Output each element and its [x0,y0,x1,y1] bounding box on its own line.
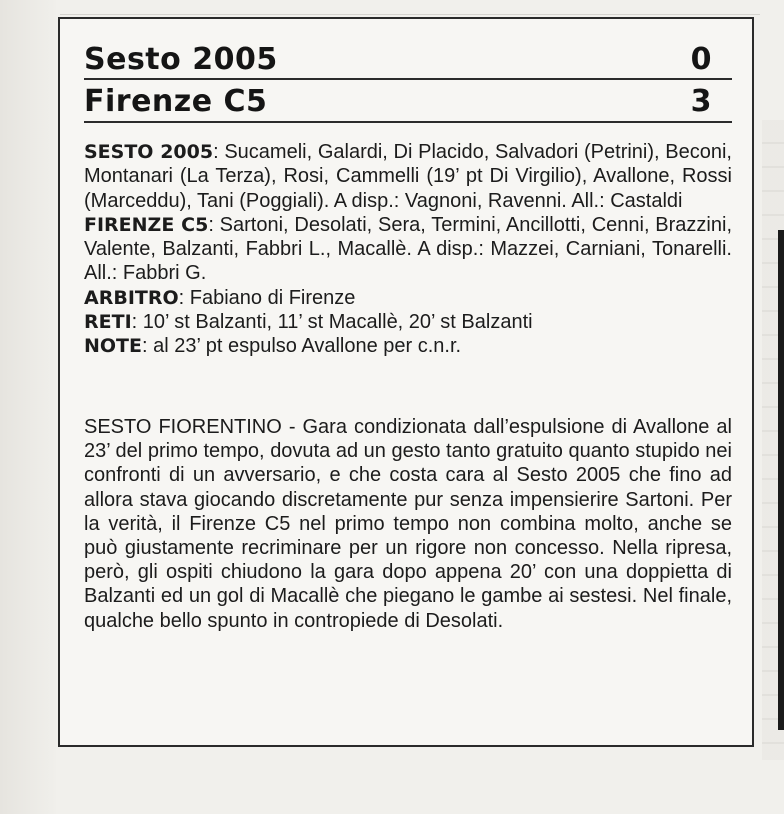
referee-line [84,286,732,310]
goals-text: : 10’ st Balzanti, 11’ st Macallè, 20’ st Balzanti [131,311,533,334]
match-report-box [58,17,754,747]
away-team-name: Firenze C5 [84,83,268,119]
away-score-row [84,81,712,121]
goals-label: RETI [84,311,132,334]
article-body: SESTO FIORENTINO - Gara condizionata dall’espulsione di Avallone al 23’ del primo tempo, dovuta ad un gesto tanto gratuito quanto stupido nei confronti di un avversario, e che costa cara al Sesto 2005 che fino ad allora stava giocando discretamente pur senza impensierire Sartoni. Per la verità, il Firenze C5 nel primo tempo non combina molto, anche se può giustamente recriminare per un rigore non concesso. Nella ripresa, però, gli ospiti chiudono la gara dopo appena 20’ con una doppietta di Balzanti ed un gol di Macallè che piegano le gambe ai sestesi. Nel finale, qualche bello spunto in contropiede di Desolati. [84,416,732,632]
header-divider [84,121,732,123]
referee-label: ARBITRO [84,286,179,309]
notes-label: NOTE [84,335,142,358]
goals-line [84,310,732,334]
away-team-score: 3 [690,83,712,119]
home-lineup-label: SESTO 2005 [84,141,214,163]
home-team-score: 0 [690,41,712,77]
home-score-row [84,39,712,79]
match-details [84,140,732,359]
home-lineup-text: : Sucameli, Galardi, Di Placido, Salvadori (Petrini), Beconi, Montanari (La Terza), Rosi, Cammelli (19’ pt Di Virgilio), Avallone, Rossi (Marceddu), Tani (Poggiali). A disp.: Vagnoni, Ravenni. All.: Castaldi [84,141,732,212]
away-lineup-text: : Sartoni, Desolati, Sera, Termini, Ancillotti, Cenni, Brazzini, Valente, Balzanti, Fabbri L., Macallè. A disp.: Mazzei, Carniani, Tonarelli. All.: Fabbri G. [84,213,732,285]
away-lineup-label: FIRENZE C5 [84,213,209,236]
referee-text: : Fabiano di Firenze [178,286,356,309]
page-margin [0,0,56,814]
page-edge-shadow [778,230,784,730]
home-lineup [84,140,732,213]
notes-line [84,334,732,358]
notes-text: : al 23’ pt espulso Avallone per c.n.r. [142,335,462,358]
page-top-rule [60,0,760,15]
home-team-name: Sesto 2005 [84,41,278,77]
away-lineup [84,213,732,286]
score-divider [84,78,732,80]
